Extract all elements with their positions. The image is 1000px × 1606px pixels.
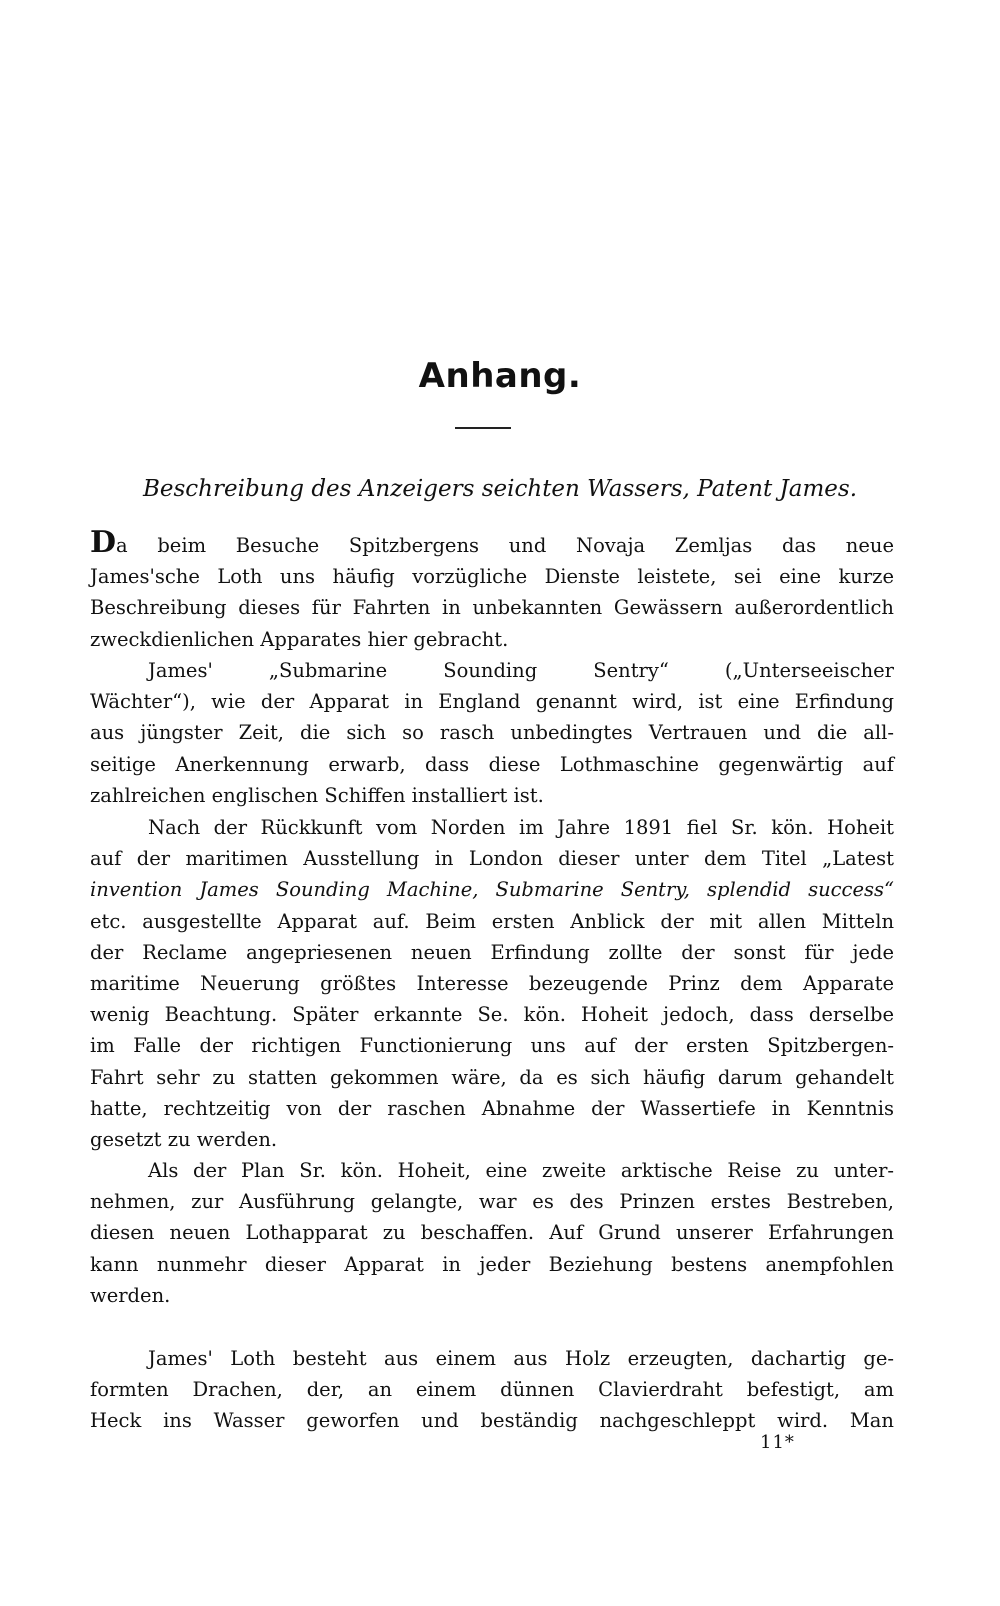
signature-mark: 11* <box>760 1432 795 1453</box>
paragraph-3 <box>90 812 894 1155</box>
text-line: hatte, rechtzeitig von der raschen Abnahme der Wassertiefe in Kenntnis <box>90 1096 894 1120</box>
text-line: diesen neuen Lothapparat zu beschaffen. Auf Grund unserer Erfahrungen <box>90 1221 894 1245</box>
text-line: Fahrt sehr zu statten gekommen wäre, da es sich häufig darum gehandelt <box>90 1065 894 1089</box>
appendix-heading: Anhang. <box>418 356 582 396</box>
drop-cap: D <box>90 525 117 560</box>
text-line: maritime Neuerung größtes Interesse bezeugende Prinz dem Apparate <box>90 971 894 995</box>
text-line: invention James Sounding Machine, Submarine Sentry, splendid success“ <box>90 878 894 902</box>
text-line: Da beim Besuche Spitzbergens und Novaja Zemljas das neue <box>90 525 894 560</box>
text-line: im Falle der richtigen Functionierung uns auf der ersten Spitzbergen- <box>90 1034 894 1058</box>
text-line: Heck ins Wasser geworfen und beständig nachgeschleppt wird. Man <box>90 1409 894 1433</box>
text-line: nehmen, zur Ausführung gelangte, war es des Prinzen erstes Bestreben, <box>90 1190 894 1214</box>
text-line: der Reclame angepriesenen neuen Erfindung zollte der sonst für jede <box>90 940 894 964</box>
text-line: James' Loth besteht aus einem aus Holz erzeugten, dachartig ge- <box>148 1347 894 1370</box>
section-subheading: Beschreibung des Anzeigers seichten Wassers, Patent James. <box>142 476 858 502</box>
paragraph-2 <box>90 655 894 811</box>
text-line: seitige Anerkennung erwarb, dass diese Lothmaschine gegenwärtig auf <box>90 752 894 776</box>
text-line: werden. <box>90 1283 171 1307</box>
text-line: Als der Plan Sr. kön. Hoheit, eine zweite arktische Reise zu unter- <box>148 1159 894 1182</box>
text-line: kann nunmehr dieser Apparat in jeder Beziehung bestens anempfohlen <box>90 1252 894 1276</box>
text-line: Beschreibung dieses für Fahrten in unbekannten Gewässern außerordentlich <box>90 596 894 620</box>
heading-divider <box>455 427 511 429</box>
text-line: zahlreichen englischen Schiffen installiert ist. <box>90 783 544 807</box>
text-line: zweckdienlichen Apparates hier gebracht. <box>90 627 509 651</box>
paragraph-1 <box>90 525 894 655</box>
text-line: Nach der Rückkunft vom Norden im Jahre 1891 fiel Sr. kön. Hoheit <box>148 816 894 839</box>
text-line: formten Drachen, der, an einem dünnen Clavierdraht befestigt, am <box>90 1378 894 1402</box>
text-line: gesetzt zu werden. <box>90 1127 278 1151</box>
text-line: James'sche Loth uns häufig vorzügliche Dienste leistete, sei eine kurze <box>90 565 894 589</box>
text-line: James' „Submarine Sounding Sentry“ („Unterseeischer <box>148 659 894 682</box>
text-line: etc. ausgestellte Apparat auf. Beim ersten Anblick der mit allen Mitteln <box>90 909 894 933</box>
paragraph-5 <box>90 1343 894 1437</box>
text-line: auf der maritimen Ausstellung in London dieser unter dem Titel „Latest <box>90 847 894 871</box>
text-line: Wächter“), wie der Apparat in England genannt wird, ist eine Erfindung <box>90 690 894 714</box>
paragraph-4 <box>90 1155 894 1311</box>
text-line: wenig Beachtung. Später erkannte Se. kön. Hoheit jedoch, dass derselbe <box>90 1003 894 1027</box>
text-line: aus jüngster Zeit, die sich so rasch unbedingtes Vertrauen und die all- <box>90 721 894 745</box>
